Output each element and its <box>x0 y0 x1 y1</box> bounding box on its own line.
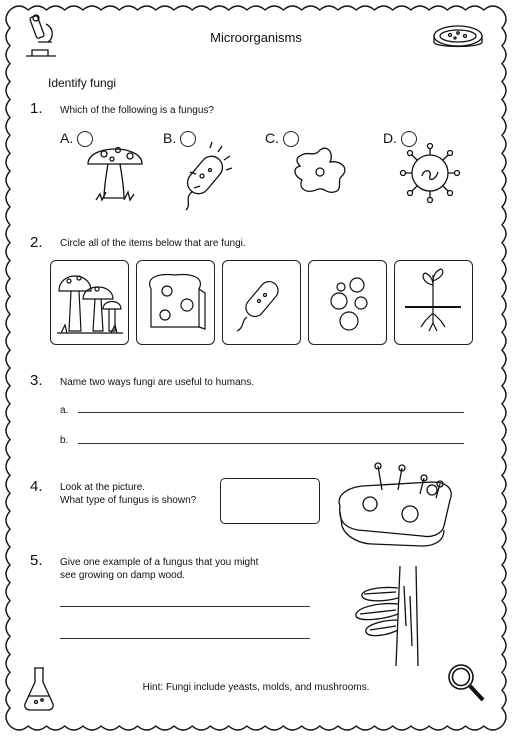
question-2-text: Circle all of the items below that are fungi. <box>60 238 246 249</box>
question-2-number: 2. <box>30 234 43 251</box>
item-box-1[interactable] <box>50 260 129 345</box>
option-c-label: C. <box>265 130 279 146</box>
amoeba-icon <box>290 144 352 198</box>
item-box-4[interactable] <box>308 260 387 345</box>
option-a-label: A. <box>60 130 74 146</box>
section-title: Identify fungi <box>48 76 117 90</box>
question-5-line-2: see growing on damp wood. <box>60 570 186 581</box>
question-3-text: Name two ways fungi are useful to humans. <box>60 377 254 388</box>
yeast-cells-icon <box>309 261 386 344</box>
item-box-5[interactable] <box>394 260 473 345</box>
question-1-text: Which of the following is a fungus? <box>60 105 214 116</box>
answer-b-line[interactable] <box>78 443 464 444</box>
page-title: Microorganisms <box>210 30 302 45</box>
option-b-label: B. <box>163 130 177 146</box>
mushroom-icon <box>84 134 146 206</box>
answer-a-line[interactable] <box>78 412 464 413</box>
bracket-fungus-icon <box>350 566 434 668</box>
moldy-bread-icon <box>137 261 214 344</box>
answer-5-line-1[interactable] <box>60 606 310 607</box>
answer-5-line-2[interactable] <box>60 638 310 639</box>
option-d-label: D. <box>383 130 397 146</box>
plant-sprout-icon <box>395 261 472 344</box>
question-3-number: 3. <box>30 372 43 389</box>
question-4-line-2: What type of fungus is shown? <box>60 495 197 506</box>
question-1-number: 1. <box>30 100 43 117</box>
answer-a-label: a. <box>60 405 69 416</box>
bacterium-option-icon <box>178 138 246 212</box>
question-5-number: 5. <box>30 552 43 569</box>
question-5-line-1: Give one example of a fungus that you might <box>60 557 259 568</box>
item-box-2[interactable] <box>136 260 215 345</box>
question-4-number: 4. <box>30 478 43 495</box>
mushrooms-icon <box>51 261 128 344</box>
moldy-bread-picture-icon <box>332 460 462 554</box>
answer-b-label: b. <box>60 435 69 446</box>
question-4-line-1: Look at the picture. <box>60 482 146 493</box>
bacterium-icon <box>223 261 300 344</box>
hint-text: Hint: Fungi include yeasts, molds, and mushrooms. <box>142 682 370 693</box>
virus-icon <box>398 142 462 204</box>
item-box-3[interactable] <box>222 260 301 345</box>
answer-box[interactable] <box>220 478 320 524</box>
